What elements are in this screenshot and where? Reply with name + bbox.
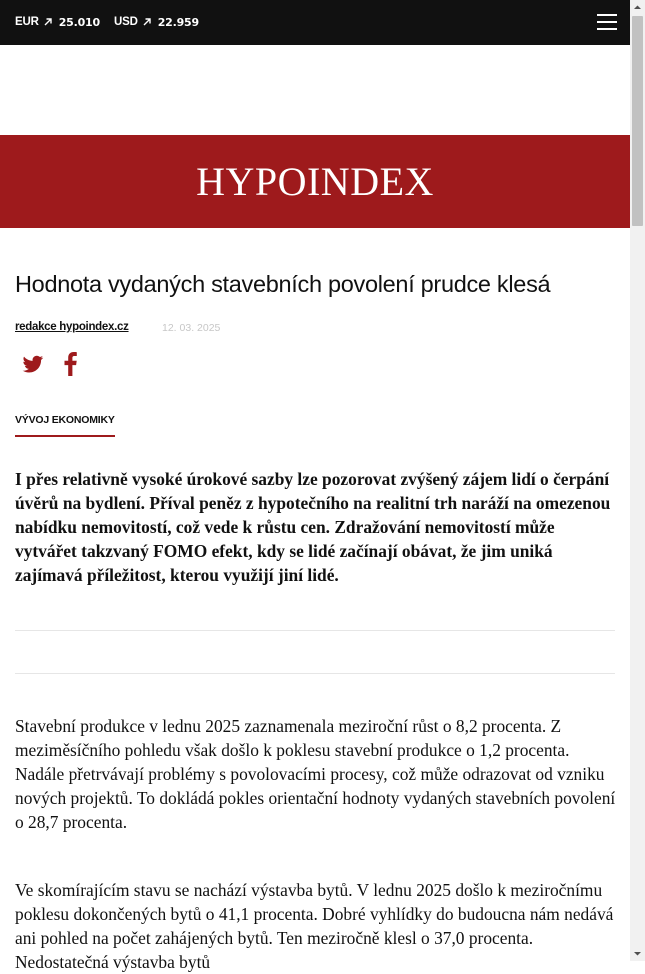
article-paragraph: Stavební produkce v lednu 2025 zaznamenala meziroční růst o 8,2 procenta. Z meziměsíčního pohledu však došlo k poklesu stavební produkce o 1,2 procenta. Nadále přetrvávají problémy s povolovacími procesy, což může odrazovat od vzniku nových projektů. To dokládá pokles orientační hodnoty vydaných stavebních povolení o 28,7 procenta. xyxy=(15,716,616,832)
scroll-up-arrow-icon[interactable] xyxy=(630,0,645,15)
ad-space xyxy=(0,45,630,135)
category-tag[interactable]: VÝVOJ EKONOMIKY xyxy=(15,414,115,437)
scroll-down-arrow-icon[interactable] xyxy=(630,946,645,961)
divider xyxy=(15,630,615,631)
site-logo[interactable]: HYPOINDEX xyxy=(196,159,434,204)
author-link[interactable]: redakce hypoindex.cz xyxy=(15,321,129,333)
divider xyxy=(15,673,615,674)
rate-value: 22.959 xyxy=(157,15,199,29)
scrollbar[interactable] xyxy=(630,0,645,961)
rate-currency: USD xyxy=(114,16,138,28)
rate-usd[interactable] xyxy=(114,15,199,29)
scrollbar-thumb[interactable] xyxy=(632,16,643,226)
facebook-icon[interactable] xyxy=(64,352,77,376)
publish-date: 12. 03. 2025 xyxy=(162,322,221,334)
currency-bar xyxy=(0,0,630,45)
article-title: Hodnota vydaných stavebních povolení prudce klesá xyxy=(15,271,551,297)
arrow-up-right-icon xyxy=(142,17,152,27)
article-paragraph: Ve skomírajícím stavu se nachází výstavba bytů. V lednu 2025 došlo k meziročnímu poklesu dokončených bytů o 41,1 procenta. Dobré vyhlídky do budoucna nám nedává ani pohled na počet zahájených bytů. Ten meziročně klesl o 37,0 procenta. Nedostatečná výstavba bytů xyxy=(15,880,614,972)
rate-value: 25.010 xyxy=(58,15,100,29)
rate-currency: EUR xyxy=(15,16,39,28)
rate-eur[interactable] xyxy=(15,15,100,29)
article-perex: I přes relativně vysoké úrokové sazby lze pozorovat zvýšený zájem lidí o čerpání úvěrů na bydlení. Příval peněz z hypotečního na realitní trh naráží na omezenou nabídku nemovitostí, což vede k růstu cen. Zdražování nemovitostí může vytvářet takzvaný FOMO efekt, kdy se lidé začínají obávat, že jim uniká zajímavá příležitost, kterou využijí jiní lidé. xyxy=(15,469,611,585)
hamburger-menu-icon[interactable] xyxy=(597,13,617,31)
arrow-up-right-icon xyxy=(43,17,53,27)
twitter-icon[interactable] xyxy=(22,352,44,376)
